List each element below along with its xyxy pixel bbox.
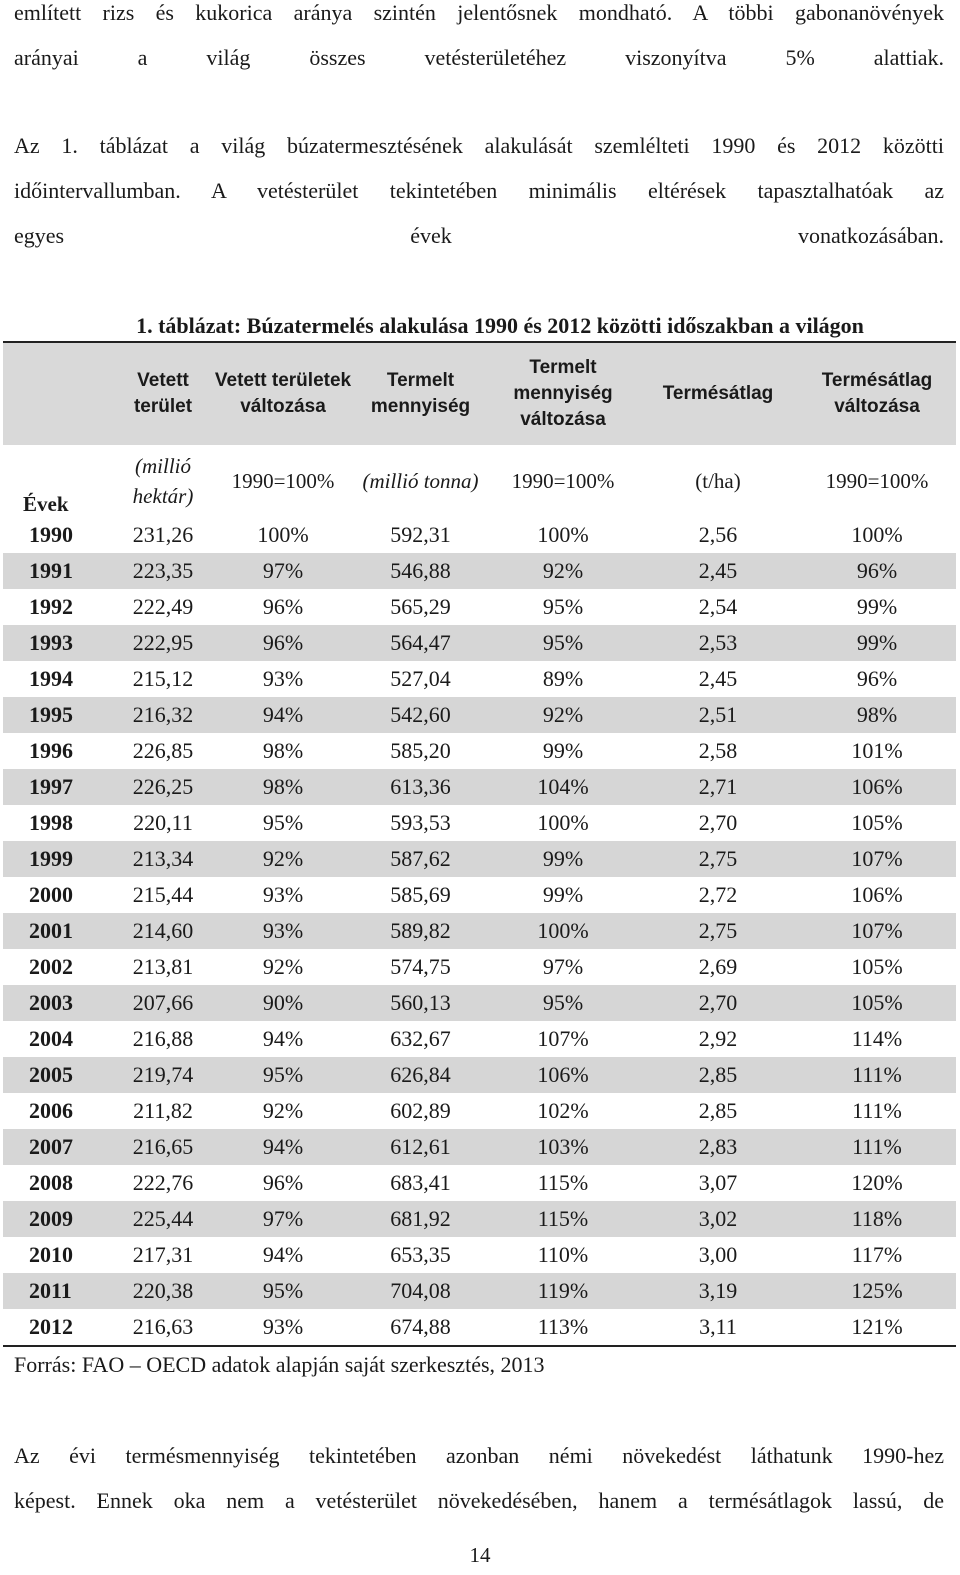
table-cell: 213,81: [113, 949, 213, 985]
table-cell: 216,32: [113, 697, 213, 733]
table-cell: 95%: [213, 805, 353, 841]
table-cell: 3,00: [638, 1237, 798, 1273]
table-cell: 98%: [798, 697, 956, 733]
table-cell: 613,36: [353, 769, 488, 805]
table-cell: 95%: [488, 985, 638, 1021]
table-cell: 98%: [213, 733, 353, 769]
table-cell: 216,65: [113, 1129, 213, 1165]
year-cell: 2008: [3, 1165, 113, 1201]
table-caption: 1. táblázat: Búzatermelés alakulása 1990 és 2012 közötti időszakban a világon: [136, 313, 864, 338]
table-cell: 220,38: [113, 1273, 213, 1309]
table-cell: 105%: [798, 949, 956, 985]
year-cell: 2010: [3, 1237, 113, 1273]
table-cell: 105%: [798, 985, 956, 1021]
table-row: [3, 697, 956, 733]
table-cell: 113%: [488, 1309, 638, 1346]
unit-label: 1990=100%: [511, 468, 615, 493]
year-cell: 1993: [3, 625, 113, 661]
year-cell: 2002: [3, 949, 113, 985]
table-cell: 96%: [213, 625, 353, 661]
year-cell: 2006: [3, 1093, 113, 1129]
table-cell: 2,83: [638, 1129, 798, 1165]
table-cell: 119%: [488, 1273, 638, 1309]
table-cell: 527,04: [353, 661, 488, 697]
table-cell: 2,54: [638, 589, 798, 625]
table-cell: 121%: [798, 1309, 956, 1346]
column-header: Vetett területek változása: [213, 342, 353, 445]
table-row: [3, 1309, 956, 1346]
table-cell: 105%: [798, 805, 956, 841]
table-cell: 93%: [213, 877, 353, 913]
table-cell: 95%: [488, 625, 638, 661]
table-cell: 2,70: [638, 805, 798, 841]
table-header-row: [3, 342, 956, 445]
text-line: említett rizs és kukorica aránya szintén jelentősnek mondható. A többi gabonanövények: [14, 0, 944, 25]
table-cell: 2,75: [638, 913, 798, 949]
table-cell: 213,34: [113, 841, 213, 877]
text-line: képest. Ennek oka nem a vetésterület növekedésében, hanem a termésátlagok lassú, de: [14, 1488, 944, 1513]
unit-label: 1990=100%: [231, 468, 335, 493]
table-cell: 587,62: [353, 841, 488, 877]
unit-label: (millió hektár): [132, 454, 194, 508]
table-row: [3, 1093, 956, 1129]
table-cell: 3,19: [638, 1273, 798, 1309]
table-cell: 96%: [798, 553, 956, 589]
table-cell: 546,88: [353, 553, 488, 589]
table-cell: 215,44: [113, 877, 213, 913]
table-cell: 97%: [488, 949, 638, 985]
table-row: [3, 1273, 956, 1309]
text-line: arányai a világ összes vetésterületéhez viszonyítva 5% alattiak.: [14, 45, 944, 70]
table-cell: 2,85: [638, 1093, 798, 1129]
table-row: [3, 625, 956, 661]
table-cell: 92%: [488, 553, 638, 589]
table-cell: 94%: [213, 697, 353, 733]
table-cell: 107%: [488, 1021, 638, 1057]
table-source-note: Forrás: FAO – OECD adatok alapján saját szerkesztés, 2013: [14, 1352, 545, 1377]
table-cell: 2,69: [638, 949, 798, 985]
table-cell: 585,20: [353, 733, 488, 769]
table-row: [3, 553, 956, 589]
table-row: [3, 805, 956, 841]
table-cell: 564,47: [353, 625, 488, 661]
table-cell: 110%: [488, 1237, 638, 1273]
table-cell: 95%: [213, 1273, 353, 1309]
table-cell: 93%: [213, 1309, 353, 1346]
table-cell: 115%: [488, 1201, 638, 1237]
table-cell: 3,07: [638, 1165, 798, 1201]
table-cell: 215,12: [113, 661, 213, 697]
year-cell: 2003: [3, 985, 113, 1021]
table-cell: 125%: [798, 1273, 956, 1309]
wheat-production-table: [3, 341, 956, 1347]
text-line: Az 1. táblázat a világ búzatermesztésének alakulását szemlélteti 1990 és 2012 közötti: [14, 133, 944, 158]
table-row: [3, 733, 956, 769]
table-cell: 560,13: [353, 985, 488, 1021]
column-header: Termelt mennyiség változása: [488, 342, 638, 445]
table-cell: 99%: [488, 733, 638, 769]
table-cell: 104%: [488, 769, 638, 805]
table-cell: 222,95: [113, 625, 213, 661]
table-cell: 98%: [213, 769, 353, 805]
table-cell: 102%: [488, 1093, 638, 1129]
column-header: Vetett terület: [113, 342, 213, 445]
table-row: [3, 1201, 956, 1237]
year-cell: 2012: [3, 1309, 113, 1346]
table-cell: 226,25: [113, 769, 213, 805]
table-cell: 574,75: [353, 949, 488, 985]
table-row: [3, 1165, 956, 1201]
table-cell: 95%: [213, 1057, 353, 1093]
table-cell: 674,88: [353, 1309, 488, 1346]
column-header: Termésátlag: [638, 342, 798, 445]
table-cell: 681,92: [353, 1201, 488, 1237]
table-cell: 585,69: [353, 877, 488, 913]
table-cell: 96%: [213, 589, 353, 625]
year-cell: 2004: [3, 1021, 113, 1057]
year-cell: 1992: [3, 589, 113, 625]
table-cell: 223,35: [113, 553, 213, 589]
year-cell: 1990: [3, 517, 113, 553]
table-cell: 99%: [798, 625, 956, 661]
table-cell: 602,89: [353, 1093, 488, 1129]
table-cell: 2,85: [638, 1057, 798, 1093]
years-label: Évek: [23, 492, 69, 516]
table-cell: 115%: [488, 1165, 638, 1201]
year-cell: 2009: [3, 1201, 113, 1237]
table-cell: 106%: [488, 1057, 638, 1093]
table-row: [3, 1057, 956, 1093]
table-row: [3, 877, 956, 913]
table-cell: 117%: [798, 1237, 956, 1273]
year-cell: 2005: [3, 1057, 113, 1093]
table-cell: 219,74: [113, 1057, 213, 1093]
table-cell: 107%: [798, 913, 956, 949]
table-cell: 92%: [213, 1093, 353, 1129]
table-cell: 3,02: [638, 1201, 798, 1237]
table-row: [3, 1021, 956, 1057]
table-cell: 2,72: [638, 877, 798, 913]
table-cell: 207,66: [113, 985, 213, 1021]
year-cell: 1996: [3, 733, 113, 769]
table-cell: 2,51: [638, 697, 798, 733]
table-row: [3, 517, 956, 553]
column-header: Termelt mennyiség: [353, 342, 488, 445]
text-line: időintervallumban. A vetésterület tekintetében minimális eltérések tapasztalhatóak az: [14, 178, 944, 203]
table-cell: 704,08: [353, 1273, 488, 1309]
table-row: [3, 985, 956, 1021]
table-cell: 99%: [488, 877, 638, 913]
table-row: [3, 1237, 956, 1273]
table-cell: 99%: [488, 841, 638, 877]
table-cell: 217,31: [113, 1237, 213, 1273]
year-cell: 1995: [3, 697, 113, 733]
table-cell: 96%: [798, 661, 956, 697]
table-cell: 2,58: [638, 733, 798, 769]
table-cell: 593,53: [353, 805, 488, 841]
table-cell: 92%: [213, 841, 353, 877]
table-cell: 225,44: [113, 1201, 213, 1237]
year-cell: 2011: [3, 1273, 113, 1309]
year-cell: 1991: [3, 553, 113, 589]
year-cell: 1997: [3, 769, 113, 805]
table-cell: 3,11: [638, 1309, 798, 1346]
table-cell: 565,29: [353, 589, 488, 625]
table-cell: 589,82: [353, 913, 488, 949]
table-cell: 100%: [488, 913, 638, 949]
unit-label: (t/ha): [695, 468, 741, 493]
table-cell: 96%: [213, 1165, 353, 1201]
table-row: [3, 841, 956, 877]
table-cell: 106%: [798, 877, 956, 913]
table-cell: 100%: [488, 517, 638, 553]
table-cell: 94%: [213, 1237, 353, 1273]
table-row: [3, 589, 956, 625]
table-cell: 222,76: [113, 1165, 213, 1201]
table-cell: 216,63: [113, 1309, 213, 1346]
table-cell: 107%: [798, 841, 956, 877]
text-line: egyes évek vonatkozásában.: [14, 223, 944, 248]
year-cell: 2000: [3, 877, 113, 913]
table-cell: 97%: [213, 1201, 353, 1237]
table-cell: 612,61: [353, 1129, 488, 1165]
table-cell: 118%: [798, 1201, 956, 1237]
table-cell: 220,11: [113, 805, 213, 841]
table-cell: 111%: [798, 1093, 956, 1129]
table-cell: 2,45: [638, 553, 798, 589]
table-cell: 94%: [213, 1021, 353, 1057]
table-cell: 653,35: [353, 1237, 488, 1273]
table-cell: 100%: [213, 517, 353, 553]
table-cell: 542,60: [353, 697, 488, 733]
table-cell: 92%: [488, 697, 638, 733]
paragraph-intro: [14, 0, 944, 80]
table-cell: 214,60: [113, 913, 213, 949]
table-cell: 101%: [798, 733, 956, 769]
table-cell: 2,75: [638, 841, 798, 877]
table-cell: 94%: [213, 1129, 353, 1165]
column-header: Termésátlag változása: [798, 342, 956, 445]
table-cell: 683,41: [353, 1165, 488, 1201]
year-cell: 2001: [3, 913, 113, 949]
table-row: [3, 913, 956, 949]
table-cell: 2,45: [638, 661, 798, 697]
table-cell: 231,26: [113, 517, 213, 553]
table-cell: 106%: [798, 769, 956, 805]
table-cell: 97%: [213, 553, 353, 589]
text-line: Az évi termésmennyiség tekintetében azonban némi növekedést láthatunk 1990-hez: [14, 1443, 944, 1468]
table-cell: 2,53: [638, 625, 798, 661]
table-cell: 100%: [798, 517, 956, 553]
table-row: [3, 661, 956, 697]
table-cell: 111%: [798, 1057, 956, 1093]
table-cell: 632,67: [353, 1021, 488, 1057]
table-cell: 216,88: [113, 1021, 213, 1057]
table-cell: 89%: [488, 661, 638, 697]
table-cell: 222,49: [113, 589, 213, 625]
paragraph-table-intro: [14, 123, 944, 258]
table-cell: 120%: [798, 1165, 956, 1201]
table-cell: 111%: [798, 1129, 956, 1165]
table-cell: 592,31: [353, 517, 488, 553]
table-row: [3, 769, 956, 805]
year-cell: 1994: [3, 661, 113, 697]
year-cell: 2007: [3, 1129, 113, 1165]
table-cell: 103%: [488, 1129, 638, 1165]
table-cell: 92%: [213, 949, 353, 985]
table-row: [3, 1129, 956, 1165]
table-cell: 100%: [488, 805, 638, 841]
table-cell: 2,71: [638, 769, 798, 805]
table-cell: 99%: [798, 589, 956, 625]
table-cell: 2,70: [638, 985, 798, 1021]
paragraph-after-table: [14, 1433, 944, 1523]
table-cell: 95%: [488, 589, 638, 625]
header-empty: [3, 342, 113, 445]
unit-label: (millió tonna): [362, 469, 479, 493]
table-cell: 93%: [213, 913, 353, 949]
table-cell: 211,82: [113, 1093, 213, 1129]
table-cell: 114%: [798, 1021, 956, 1057]
table-cell: 2,56: [638, 517, 798, 553]
table-cell: 2,92: [638, 1021, 798, 1057]
year-cell: 1998: [3, 805, 113, 841]
year-cell: 1999: [3, 841, 113, 877]
table-cell: 93%: [213, 661, 353, 697]
table-unit-row: [3, 445, 956, 517]
table-row: [3, 949, 956, 985]
table-cell: 626,84: [353, 1057, 488, 1093]
table-cell: 90%: [213, 985, 353, 1021]
unit-label: 1990=100%: [825, 468, 929, 493]
table-cell: 226,85: [113, 733, 213, 769]
page-number: 14: [469, 1543, 491, 1567]
